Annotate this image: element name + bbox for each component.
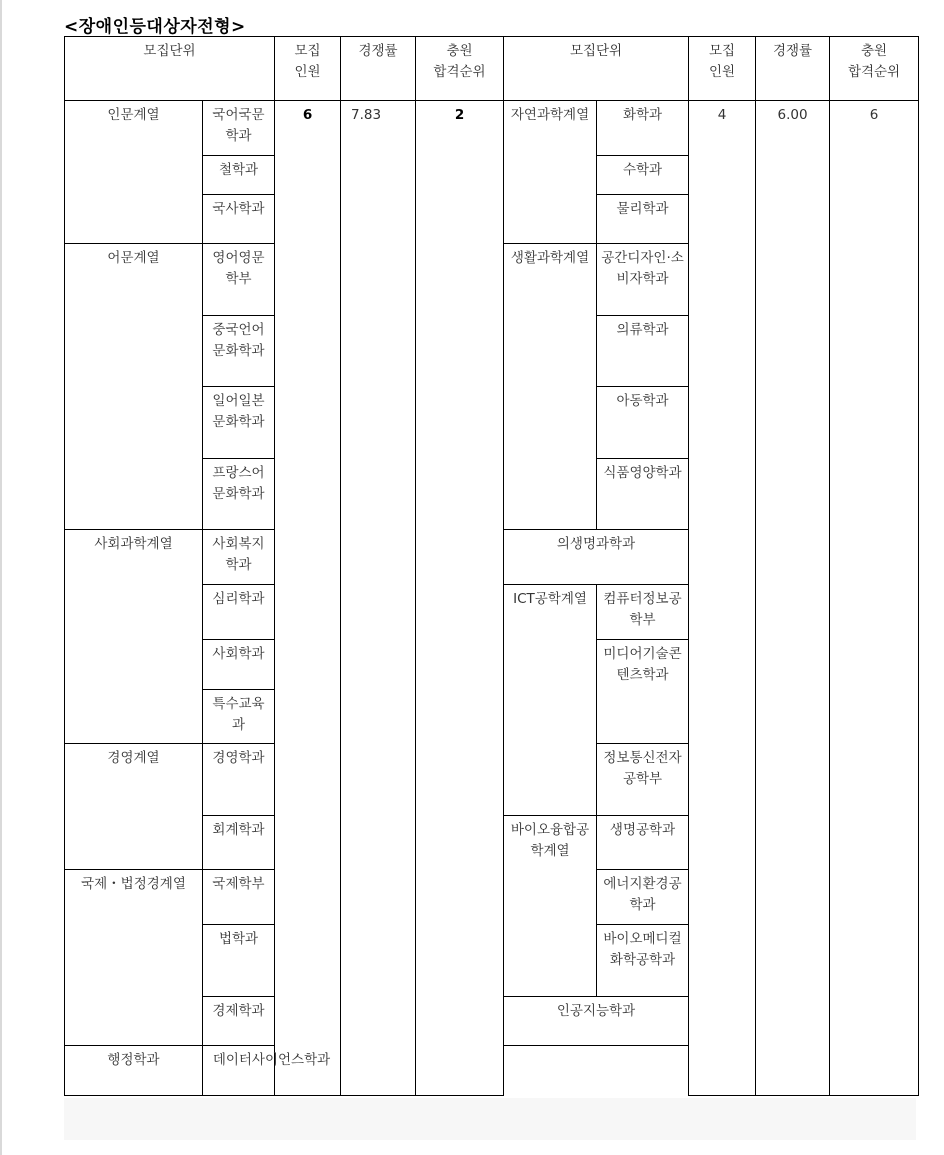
table-row	[65, 101, 919, 156]
department-cell: 수학과	[597, 156, 689, 195]
rank-left: 2	[416, 101, 504, 1096]
category-cell: 자연과학계열	[504, 101, 597, 244]
page-bottom-band	[64, 1098, 916, 1140]
page-title: <장애인등대상자전형>	[64, 17, 246, 37]
header-capacity-left: 모집 인원	[275, 37, 341, 101]
window-left-border	[0, 0, 2, 1155]
department-cell: 경제학과	[203, 997, 275, 1046]
department-cell: 회계학과	[203, 816, 275, 870]
ratio-left: 7.83	[341, 101, 416, 1096]
category-cell: 경영계열	[65, 744, 203, 870]
rank-right: 6	[830, 101, 919, 1096]
department-cell: 식품영양학과	[597, 459, 689, 530]
category-cell: 국제・법정경계열	[65, 870, 203, 1046]
department-cell: 철학과	[203, 156, 275, 195]
department-cell: 바이오메디컬화학공학과	[597, 925, 689, 997]
category-cell: 어문계열	[65, 244, 203, 530]
department-cell: 국제학부	[203, 870, 275, 925]
header-rank-left: 충원 합격순위	[416, 37, 504, 101]
department-cell: 법학과	[203, 925, 275, 997]
department-cell: 일어일본문화학과	[203, 387, 275, 459]
department-cell: 영어영문학부	[203, 244, 275, 316]
header-ratio-right: 경쟁률	[756, 37, 830, 101]
category-cell: 생활과학계열	[504, 244, 597, 530]
department-cell: 의류학과	[597, 316, 689, 387]
header-row	[65, 37, 919, 101]
department-cell: 경영학과	[203, 744, 275, 816]
category-cell: 바이오융합공학계열	[504, 816, 597, 997]
department-cell: 미디어기술콘텐츠학과	[597, 640, 689, 744]
department-cell: 사회복지학과	[203, 530, 275, 585]
capacity-left: 6	[275, 101, 341, 1096]
department-cell: 생명공학과	[597, 816, 689, 870]
department-cell-wide: 데이터사이언스학과	[203, 1046, 341, 1096]
department-cell-wide: 인공지능학과	[504, 997, 689, 1046]
header-capacity-right: 모집 인원	[689, 37, 756, 101]
department-cell: 특수교육과	[203, 690, 275, 744]
department-cell: 국사학과	[203, 195, 275, 244]
header-ratio-left: 경쟁률	[341, 37, 416, 101]
department-cell: 사회학과	[203, 640, 275, 690]
department-cell: 에너지환경공학과	[597, 870, 689, 925]
header-unit-right: 모집단위	[504, 37, 689, 101]
category-cell: 사회과학계열	[65, 530, 203, 744]
department-cell: 행정학과	[65, 1046, 203, 1096]
ratio-right: 6.00	[756, 101, 830, 1096]
department-cell: 아동학과	[597, 387, 689, 459]
category-cell: ICT공학계열	[504, 585, 597, 816]
department-cell: 공간디자인·소비자학과	[597, 244, 689, 316]
header-rank-right: 충원 합격순위	[830, 37, 919, 101]
department-cell: 화학과	[597, 101, 689, 156]
department-cell: 컴퓨터정보공학부	[597, 585, 689, 640]
capacity-right: 4	[689, 101, 756, 1096]
department-cell: 프랑스어문화학과	[203, 459, 275, 530]
department-cell: 정보통신전자공학부	[597, 744, 689, 816]
header-unit-left: 모집단위	[65, 37, 275, 101]
department-cell: 심리학과	[203, 585, 275, 640]
department-cell: 국어국문학과	[203, 101, 275, 156]
category-cell: 인문계열	[65, 101, 203, 244]
department-cell: 물리학과	[597, 195, 689, 244]
admission-table	[64, 36, 919, 1096]
department-cell-wide: 의생명과학과	[504, 530, 689, 585]
department-cell: 중국언어문화학과	[203, 316, 275, 387]
